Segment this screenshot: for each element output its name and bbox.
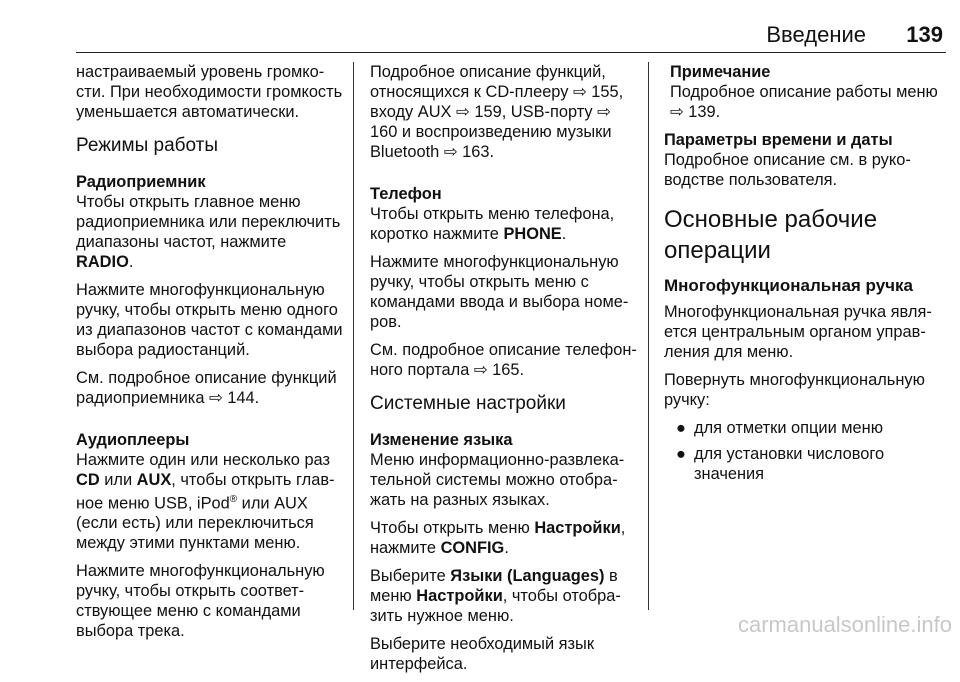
heading-system-settings: Системные настройки (370, 393, 566, 414)
subheading-time-date: Параметры времени и даты (664, 131, 893, 149)
subheading-radio: Радиоприемник (76, 173, 206, 191)
paragraph: Выберите необходимый язык интерфейса. (370, 635, 595, 673)
paragraph: Повернуть многофункциональную ручку: (664, 371, 925, 409)
page-ref-icon: ⇨ (209, 389, 223, 407)
page-ref-icon: ⇨ (443, 143, 458, 161)
paragraph: настраиваемый уровень громко-сти. При необходимости громкость уменьшается автоматически. (76, 63, 343, 121)
paragraph: Чтобы открыть меню телефона, коротко нажмите PHONE. (370, 205, 615, 243)
key-radio: RADIO (76, 253, 129, 271)
paragraph: Нажмите один или несколько раз CD или AUX, чтобы открыть глав-ное меню USB, iPod® или AUX (если есть) или переключиться между этими пунктами меню. (76, 451, 335, 553)
heading-basic-operations: Основные рабочие операции (664, 206, 878, 264)
column-1 (76, 62, 346, 649)
subheading-audio: Аудиоплееры (76, 431, 190, 449)
paragraph: Выберите Языки (Languages) в меню Настройки, чтобы отобра-зить нужное меню. (370, 567, 621, 625)
paragraph: Подробное описание функций, относящихся к CD-плееру ⇨ 155, входу AUX ⇨ 159, USB-порту ⇨ 160 и воспроизведению музыки Bluetooth ⇨ 163. (370, 63, 624, 161)
page-header (76, 0, 946, 53)
heading-modes: Режимы работы (76, 135, 219, 156)
bullet-item: ● для отметки опции меню (676, 419, 884, 437)
paragraph: Нажмите многофункциональную ручку, чтобы открыть соответ-ствующее меню с командами выбора трека. (76, 562, 325, 641)
paragraph: Чтобы открыть главное меню радиоприемника или переключить диапазоны частот, нажмите RADIO. (76, 193, 341, 271)
bullet-icon: ● (676, 445, 686, 463)
section-title: Введение (766, 22, 866, 47)
paragraph: Подробное описание см. в руко-водстве пользователя. (664, 151, 911, 189)
page-number: 139 (906, 22, 943, 47)
paragraph: Нажмите многофункциональную ручку, чтобы открыть меню одного из диапазонов частот с командами выбора радиостанций. (76, 281, 343, 359)
paragraph: Многофункциональная ручка явля-ется центральным органом управ-ления для меню. (664, 303, 932, 361)
paragraph: Меню информационно-развлека-тельной системы можно отобра-жать на разных языках. (370, 451, 625, 509)
paragraph: Нажмите многофункциональную ручку, чтобы открыть меню с командами ввода и выбора номе-ров. (370, 253, 629, 331)
bullet-icon: ● (676, 419, 686, 437)
bullet-item: ● для установки числового значения (676, 445, 885, 483)
paragraph: Чтобы открыть меню Настройки, нажмите CONFIG. (370, 519, 626, 557)
subheading-language: Изменение языка (370, 431, 513, 449)
column-2 (370, 62, 642, 682)
column-divider (353, 62, 354, 610)
page-ref-icon: ⇨ (670, 103, 684, 121)
note-text: Подробное описание работы меню ⇨ 139. (670, 83, 938, 121)
page-ref-icon: ⇨ (597, 103, 611, 121)
column-divider (648, 62, 649, 610)
note-title: Примечание (670, 63, 771, 81)
paragraph: См. подробное описание телефон-ного портала ⇨ 165. (370, 341, 637, 379)
paragraph: См. подробное описание функций радиоприемника ⇨ 144. (76, 369, 337, 407)
subheading-phone: Телефон (370, 185, 442, 203)
column-3 (664, 62, 954, 490)
page-ref-icon: ⇨ (456, 103, 470, 121)
watermark: carmanualsonline.info (737, 612, 952, 637)
page-ref-icon: ⇨ (473, 361, 488, 379)
note-box (664, 62, 954, 122)
page-ref-icon: ⇨ (573, 83, 587, 101)
subheading-multifunction-knob: Многофункциональная ручка (664, 276, 914, 295)
